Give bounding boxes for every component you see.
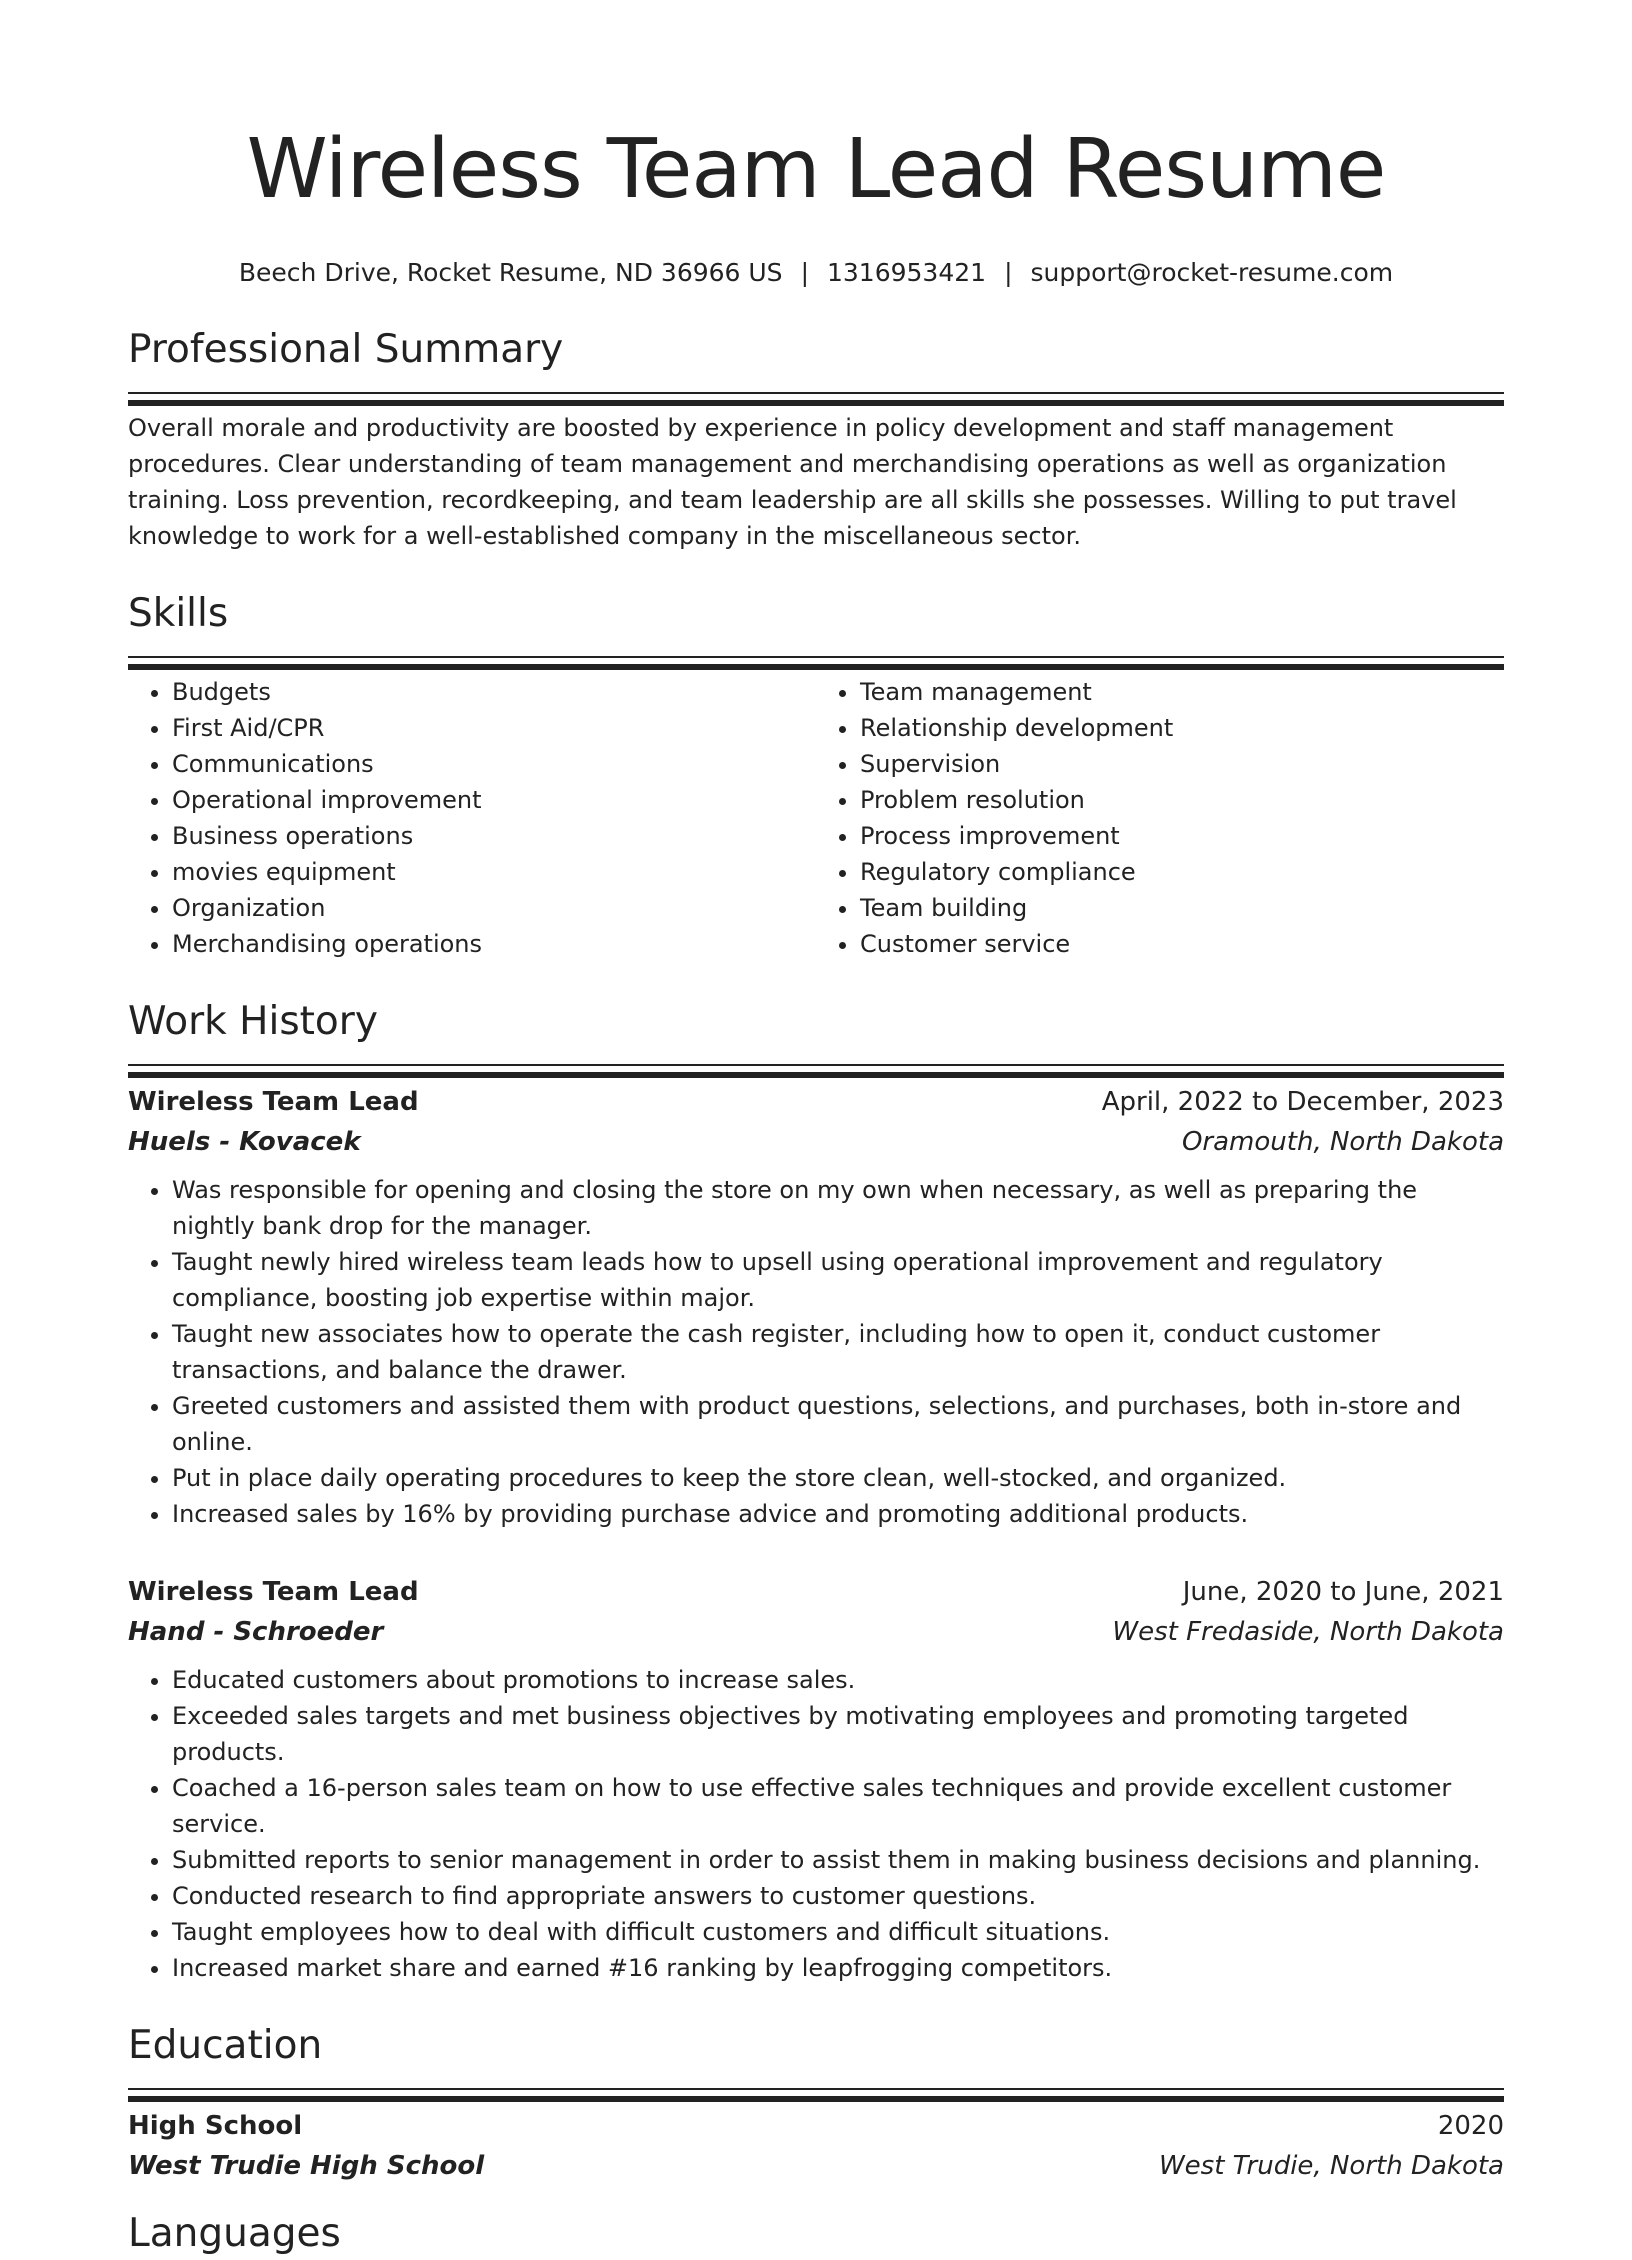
skill-item: • Relationship development	[860, 710, 1504, 746]
resume-title: Wireless Team Lead Resume	[246, 122, 1386, 217]
skill-item: • Regulatory compliance	[860, 854, 1504, 890]
skills-list-right	[816, 674, 1504, 962]
job-location: West Fredaside, North Dakota	[1112, 1617, 1504, 1647]
job-company-row	[128, 1612, 1504, 1652]
skill-item: • Merchandising operations	[172, 926, 816, 962]
education-section	[128, 2020, 1504, 2186]
skill-item: • Budgets	[172, 674, 816, 710]
job-entry	[128, 1572, 1504, 1986]
languages-heading: Languages	[128, 2211, 341, 2256]
job-bullet: • Increased market share and earned #16 ranking by leapfrogging competitors.	[172, 1950, 1504, 1986]
contact-phone: 1316953421	[827, 258, 987, 287]
job-title: Wireless Team Lead	[128, 1577, 419, 1607]
skill-item: • Team building	[860, 890, 1504, 926]
skill-item: • movies equipment	[172, 854, 816, 890]
education-header-row	[128, 2106, 1504, 2146]
job-header-row	[128, 1572, 1504, 1612]
job-company-row	[128, 1122, 1504, 1162]
skill-item: • Communications	[172, 746, 816, 782]
education-year: 2020	[1437, 2111, 1504, 2141]
skills-list-left	[128, 674, 816, 962]
job-bullet: • Coached a 16-person sales team on how to use effective sales techniques and provide excellent customer service.	[172, 1770, 1504, 1842]
job-bullet: • Taught newly hired wireless team leads how to upsell using operational improvement and regulatory compliance, boosting job expertise within major.	[172, 1244, 1504, 1316]
summary-heading: Professional Summary	[128, 327, 564, 372]
job-company: Hand - Schroeder	[128, 1617, 384, 1647]
skill-item: • Team management	[860, 674, 1504, 710]
job-bullet: • Greeted customers and assisted them with product questions, selections, and purchases, both in-store and online.	[172, 1388, 1504, 1460]
job-location: Oramouth, North Dakota	[1181, 1127, 1504, 1157]
contact-line	[128, 256, 1504, 290]
section-divider	[128, 392, 1504, 394]
skill-item: • First Aid/CPR	[172, 710, 816, 746]
job-company: Huels - Kovacek	[128, 1127, 361, 1157]
summary-text: Overall morale and productivity are boosted by experience in policy development and staff management procedures. Clear understanding of team management and merchandising operations as well as organization training. Loss prevention, recordkeeping, and team leadership are all skills she possesses. Willing to put travel knowledge to work for a well-established company in the miscellaneous sector.	[128, 414, 1457, 550]
skill-item: • Customer service	[860, 926, 1504, 962]
contact-email[interactable]: support@rocket-resume.com	[1030, 258, 1394, 287]
job-bullet: • Educated customers about promotions to increase sales.	[172, 1662, 1504, 1698]
contact-separator: |	[1004, 258, 1013, 287]
work-history-heading: Work History	[128, 999, 378, 1044]
skill-item: • Process improvement	[860, 818, 1504, 854]
skills-heading: Skills	[128, 591, 229, 636]
education-school: West Trudie High School	[128, 2151, 485, 2181]
education-heading: Education	[128, 2023, 323, 2068]
skills-columns	[128, 674, 1504, 962]
job-dates: June, 2020 to June, 2021	[1182, 1577, 1504, 1607]
job-dates: April, 2022 to December, 2023	[1101, 1087, 1504, 1117]
skill-item: • Problem resolution	[860, 782, 1504, 818]
job-bullet: • Increased sales by 16% by providing purchase advice and promoting additional products.	[172, 1496, 1504, 1532]
skill-item: • Operational improvement	[172, 782, 816, 818]
skill-item: • Organization	[172, 890, 816, 926]
job-bullet: • Conducted research to find appropriate answers to customer questions.	[172, 1878, 1504, 1914]
job-bullets	[128, 1172, 1504, 1532]
section-divider	[128, 1064, 1504, 1066]
job-bullet: • Was responsible for opening and closing the store on my own when necessary, as well as preparing the nightly bank drop for the manager.	[172, 1172, 1504, 1244]
job-bullet: • Exceeded sales targets and met business objectives by motivating employees and promoting targeted products.	[172, 1698, 1504, 1770]
job-title: Wireless Team Lead	[128, 1087, 419, 1117]
job-bullets	[128, 1662, 1504, 1986]
job-header-row	[128, 1082, 1504, 1122]
education-location: West Trudie, North Dakota	[1158, 2151, 1504, 2181]
job-bullet: • Taught new associates how to operate the cash register, including how to open it, conduct customer transactions, and balance the drawer.	[172, 1316, 1504, 1388]
education-school-row	[128, 2146, 1504, 2186]
contact-address: Beech Drive, Rocket Resume, ND 36966 US	[238, 258, 783, 287]
job-bullet: • Put in place daily operating procedures to keep the store clean, well-stocked, and organized.	[172, 1460, 1504, 1496]
skill-item: • Supervision	[860, 746, 1504, 782]
skills-section	[128, 588, 1504, 962]
work-history-section	[128, 996, 1504, 1986]
education-degree: High School	[128, 2111, 303, 2141]
job-entry	[128, 1082, 1504, 1532]
job-bullet: • Submitted reports to senior management in order to assist them in making business decisions and planning.	[172, 1842, 1504, 1878]
section-divider	[128, 656, 1504, 658]
contact-separator: |	[800, 258, 809, 287]
summary-section	[128, 324, 1504, 554]
job-bullet: • Taught employees how to deal with difficult customers and difficult situations.	[172, 1914, 1504, 1950]
skill-item: • Business operations	[172, 818, 816, 854]
section-divider	[128, 2088, 1504, 2090]
